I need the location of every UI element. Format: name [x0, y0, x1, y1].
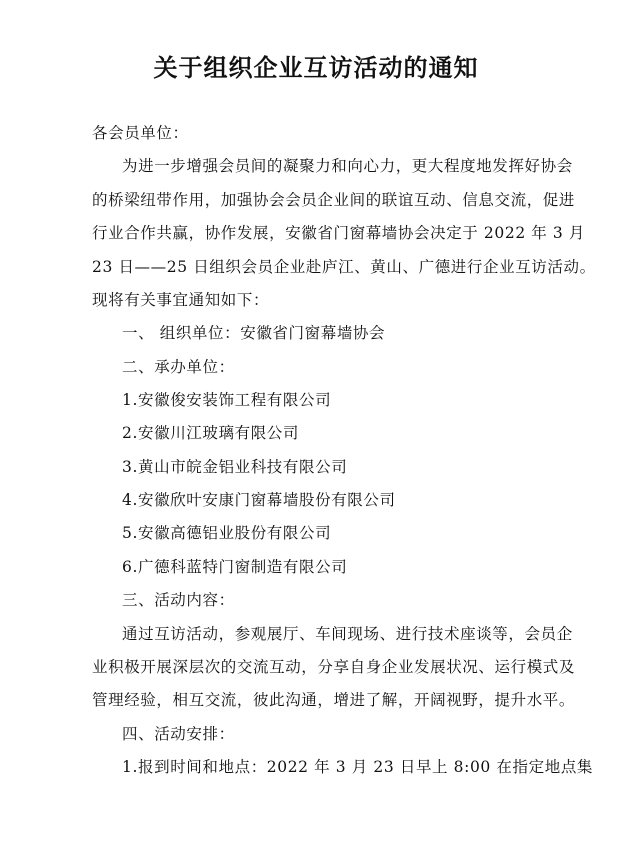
host-item-2: 2.安徽川江玻璃有限公司 — [122, 424, 299, 442]
content-line-1: 通过互访活动，参观展厅、车间现场、进行技术座谈等，会员企 — [122, 625, 573, 643]
host-item-1: 1.安徽俊安装饰工程有限公司 — [122, 391, 332, 409]
intro-line-3: 行业合作共赢，协作发展，安徽省门窗幕墙协会决定于 2022 年 3 月 — [92, 224, 586, 242]
intro-line-1: 为进一步增强会员间的凝聚力和向心力，更大程度地发挥好协会 — [122, 157, 573, 175]
content-line-3: 管理经验，相互交流，彼此沟通，增进了解，开阔视野，提升水平。 — [92, 691, 576, 709]
host-item-4: 4.安徽欣叶安康门窗幕墙股份有限公司 — [122, 491, 396, 509]
section-hosts-heading: 二、承办单位： — [122, 358, 235, 376]
intro-line-4: 23 日——25 日组织会员企业赴庐江、黄山、广德进行企业互访活动。 — [92, 258, 596, 276]
arrangement-line-1: 1.报到时间和地点：2022 年 3 月 23 日早上 8:00 在指定地点集 — [122, 758, 594, 776]
host-item-6: 6.广德科蓝特门窗制造有限公司 — [122, 558, 348, 576]
intro-line-5: 现将有关事宜通知如下： — [92, 291, 270, 309]
section-arrangement-heading: 四、活动安排： — [122, 725, 235, 743]
section-content-heading: 三、活动内容： — [122, 591, 235, 609]
content-line-2: 业积极开展深层次的交流互动，分享自身企业发展状况、运行模式及 — [92, 658, 576, 676]
host-item-5: 5.安徽高德铝业股份有限公司 — [122, 524, 332, 542]
document-title: 关于组织企业互访活动的通知 — [153, 53, 479, 82]
salutation: 各会员单位： — [92, 124, 189, 142]
host-item-3: 3.黄山市皖金铝业科技有限公司 — [122, 458, 348, 476]
section-organizer: 一、 组织单位：安徽省门窗幕墙协会 — [122, 324, 386, 342]
intro-line-2: 的桥梁纽带作用，加强协会会员企业间的联谊互动、信息交流，促进 — [92, 191, 576, 209]
